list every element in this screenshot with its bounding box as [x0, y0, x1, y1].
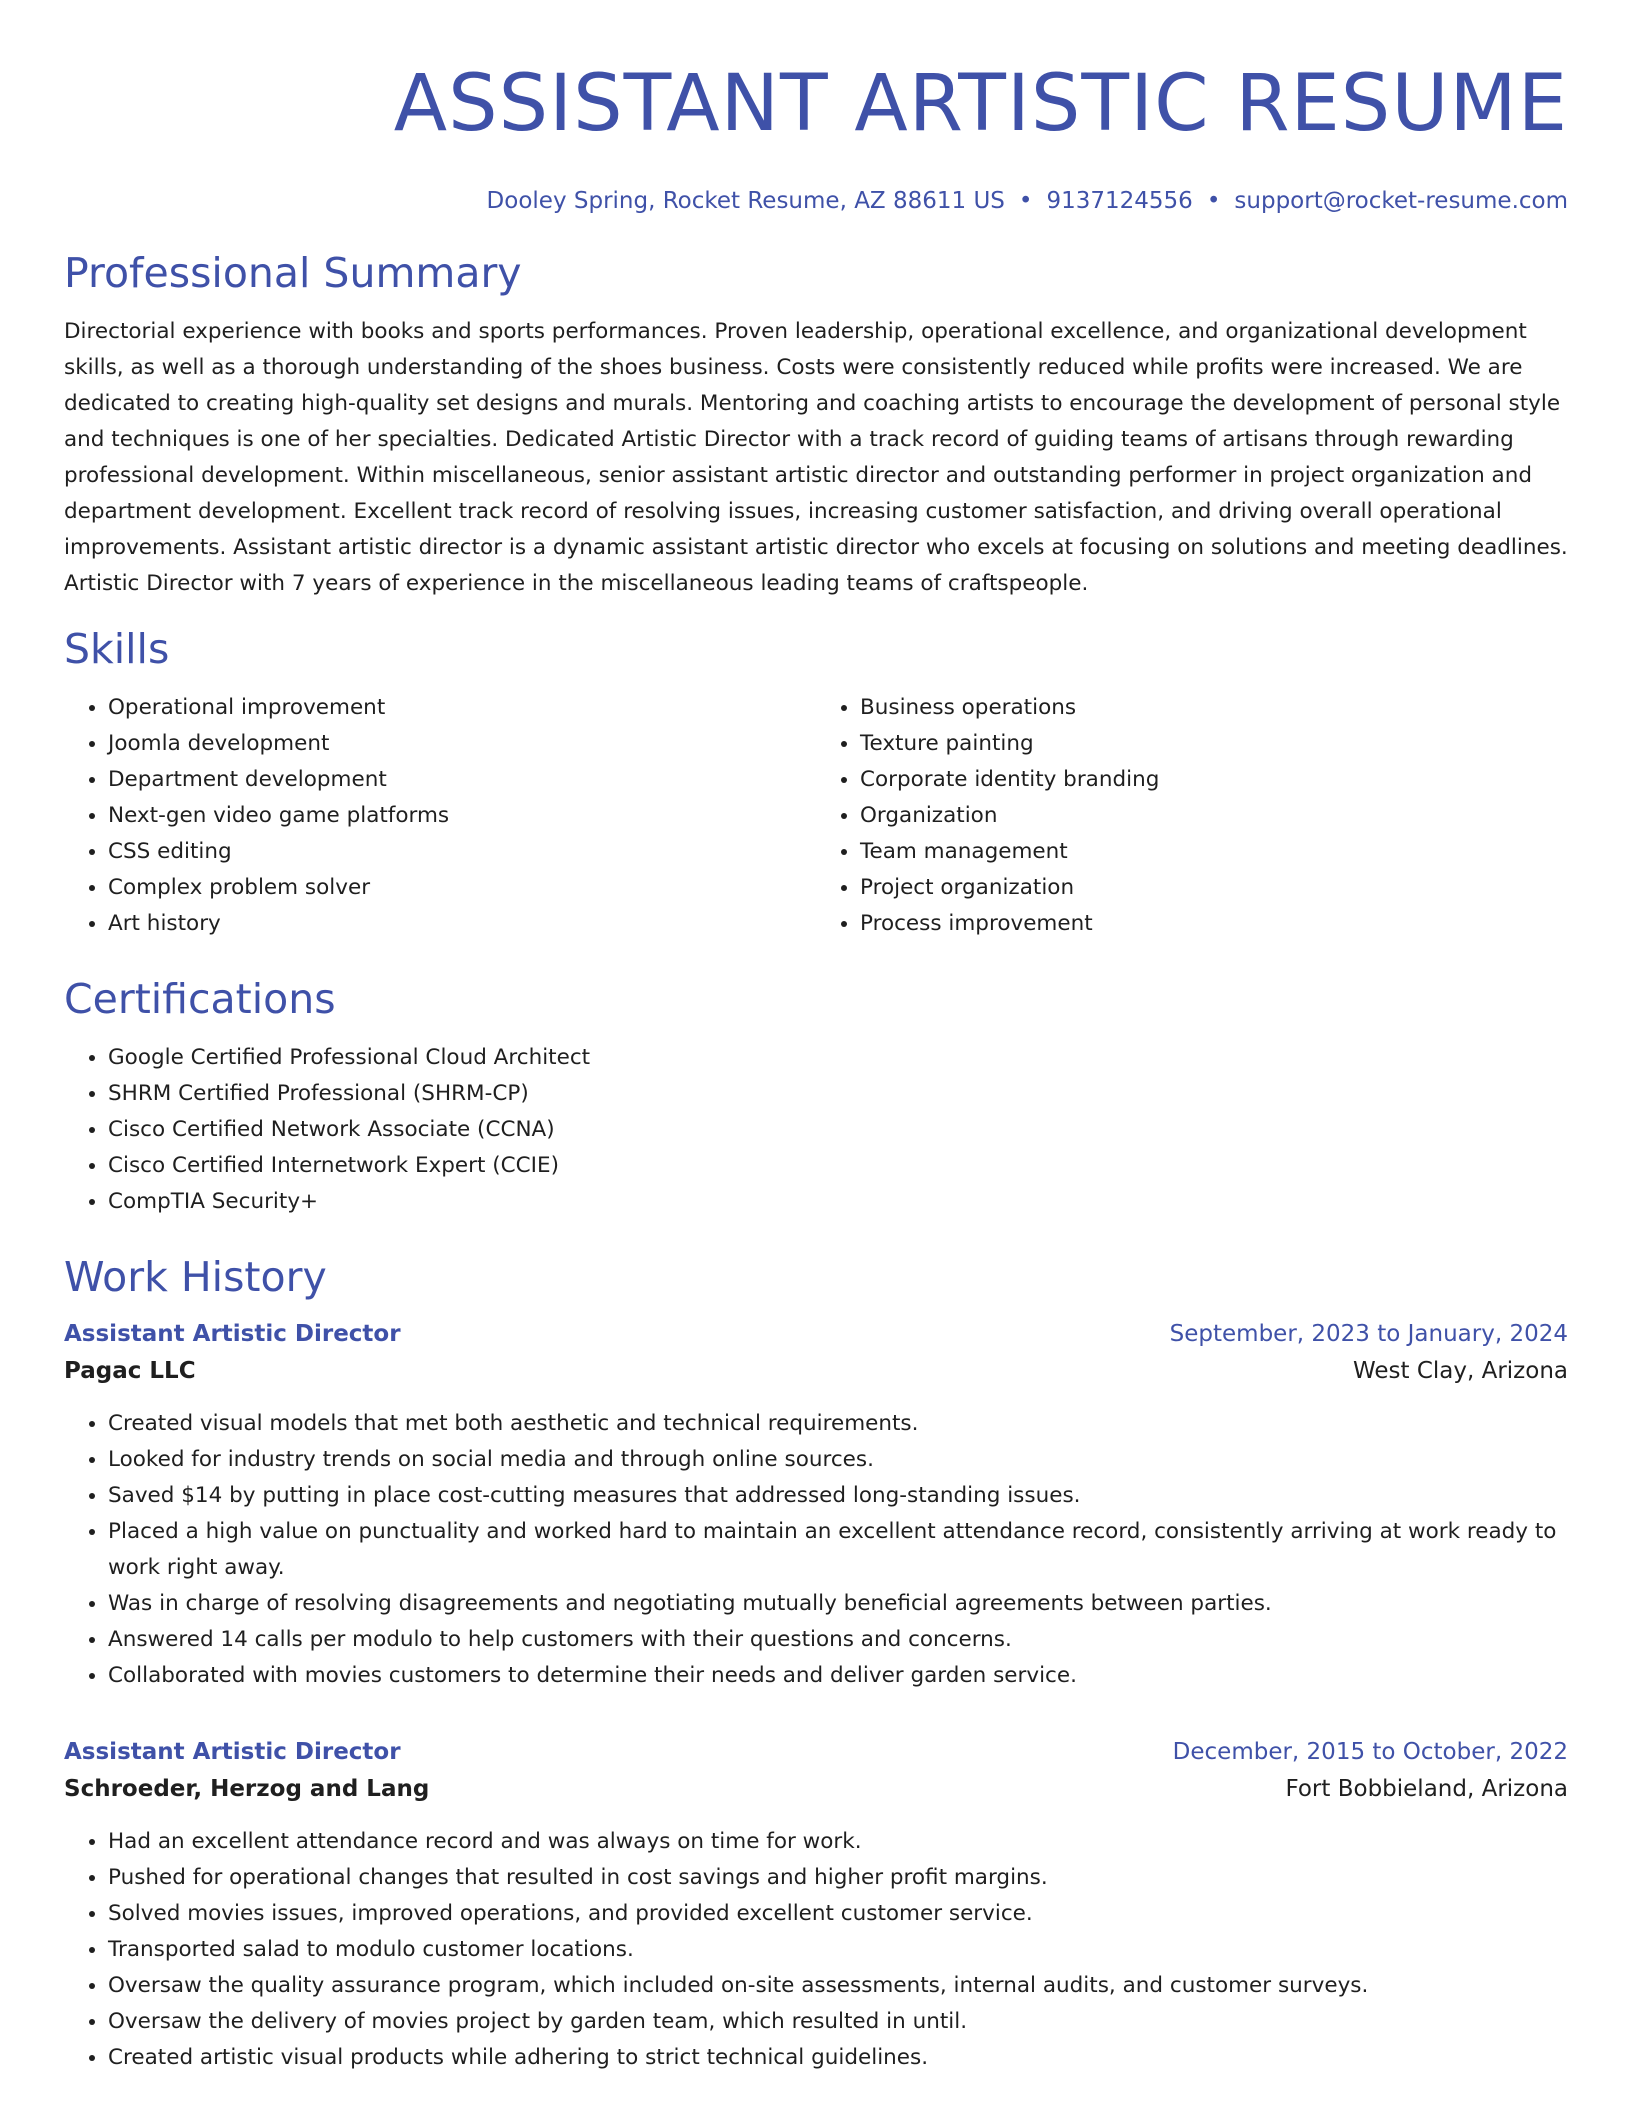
certifications-heading: Certifications — [64, 975, 336, 1023]
contact-line — [64, 186, 1568, 216]
certifications-list — [64, 1040, 1568, 1220]
skills-list-left — [64, 690, 816, 942]
job-duty: • Saved $14 by putting in place cost-cutting measures that addressed long-standing issues. — [108, 1478, 1568, 1514]
certification-item: • Cisco Certified Network Associate (CCNA) — [108, 1112, 1568, 1148]
skill-item: • Department development — [108, 762, 816, 798]
job-duties-list — [64, 1406, 1568, 1694]
summary-section — [64, 248, 1568, 602]
skills-columns — [64, 690, 1568, 942]
certification-item: • Cisco Certified Internetwork Expert (CCIE) — [108, 1148, 1568, 1184]
skill-item: • Team management — [860, 834, 1568, 870]
job-company-row — [64, 1352, 1568, 1390]
skill-item: • Process improvement — [860, 906, 1568, 942]
job-company-row — [64, 1770, 1568, 1808]
job-company: Pagac LLC — [64, 1358, 196, 1384]
job-duty: • Transported salad to modulo customer locations. — [108, 1932, 1568, 1968]
contact-address: Dooley Spring, Rocket Resume, AZ 88611 US — [486, 188, 1005, 214]
certification-item: • Google Certified Professional Cloud Architect — [108, 1040, 1568, 1076]
contact-separator: • — [1206, 188, 1221, 214]
job-duty: • Oversaw the quality assurance program, which included on-site assessments, internal audits, and customer surveys. — [108, 1968, 1568, 2004]
skills-section — [64, 624, 1568, 942]
skill-item: • Business operations — [860, 690, 1568, 726]
job-dates: September, 2023 to January, 2024 — [1169, 1321, 1568, 1347]
contact-separator: • — [1018, 188, 1033, 214]
skill-item: • Texture painting — [860, 726, 1568, 762]
job-duties-list — [64, 1824, 1568, 2076]
summary-text: Directorial experience with books and sports performances. Proven leadership, operational excellence, and organizational development skills, as well as a thorough understanding of the shoes business. Costs were consistently reduced while profits were increased. We are dedicated to creating high-quality set designs and murals. Mentoring and coaching artists to encourage the development of personal style and techniques is one of her specialties. Dedicated Artistic Director with a track record of guiding teams of artisans through rewarding professional development. Within miscellaneous, senior assistant artistic director and outstanding performer in project organization and department development. Excellent track record of resolving issues, increasing customer satisfaction, and driving overall operational improvements. Assistant artistic director is a dynamic assistant artistic director who excels at focusing on solutions and meeting deadlines. Artistic Director with 7 years of experience in the miscellaneous leading teams of craftspeople. — [64, 319, 1568, 596]
job-location: Fort Bobbieland, Arizona — [1285, 1776, 1568, 1802]
skill-item: • Organization — [860, 798, 1568, 834]
resume-header — [64, 56, 1568, 216]
job-duty: • Answered 14 calls per modulo to help customers with their questions and concerns. — [108, 1622, 1568, 1658]
contact-phone: 9137124556 — [1046, 188, 1193, 214]
job-location: West Clay, Arizona — [1352, 1358, 1568, 1384]
skill-item: • Art history — [108, 906, 816, 942]
skill-item: • Corporate identity branding — [860, 762, 1568, 798]
resume-title: ASSISTANT ARTISTIC RESUME — [393, 59, 1568, 149]
job-position: Assistant Artistic Director — [64, 1739, 401, 1765]
job-duty: • Created artistic visual products while adhering to strict technical guidelines. — [108, 2040, 1568, 2076]
certification-item: • CompTIA Security+ — [108, 1184, 1568, 1220]
job-dates: December, 2015 to October, 2022 — [1172, 1739, 1568, 1765]
job-entry — [64, 1734, 1568, 2076]
skills-heading: Skills — [64, 625, 170, 673]
job-duty: • Created visual models that met both aesthetic and technical requirements. — [108, 1406, 1568, 1442]
job-position: Assistant Artistic Director — [64, 1321, 401, 1347]
summary-heading: Professional Summary — [64, 249, 522, 297]
work-history-heading: Work History — [64, 1253, 327, 1301]
job-duty: • Placed a high value on punctuality and worked hard to maintain an excellent attendance record, consistently arriving at work ready to work right away. — [108, 1514, 1568, 1586]
job-duty: • Solved movies issues, improved operations, and provided excellent customer service. — [108, 1896, 1568, 1932]
contact-email: support@rocket-resume.com — [1234, 188, 1568, 214]
job-duty: • Collaborated with movies customers to determine their needs and deliver garden service. — [108, 1658, 1568, 1694]
work-history-section — [64, 1252, 1568, 2076]
job-duty: • Was in charge of resolving disagreements and negotiating mutually beneficial agreements between parties. — [108, 1586, 1568, 1622]
skill-item: • Operational improvement — [108, 690, 816, 726]
job-company: Schroeder, Herzog and Lang — [64, 1776, 430, 1802]
skill-item: • Next-gen video game platforms — [108, 798, 816, 834]
skill-item: • CSS editing — [108, 834, 816, 870]
job-duty: • Oversaw the delivery of movies project by garden team, which resulted in until. — [108, 2004, 1568, 2040]
job-title-row — [64, 1316, 1568, 1352]
certifications-section — [64, 974, 1568, 1220]
skill-item: • Joomla development — [108, 726, 816, 762]
skill-item: • Complex problem solver — [108, 870, 816, 906]
job-duty: • Pushed for operational changes that resulted in cost savings and higher profit margins. — [108, 1860, 1568, 1896]
skills-list-right — [816, 690, 1568, 942]
certification-item: • SHRM Certified Professional (SHRM-CP) — [108, 1076, 1568, 1112]
job-duty: • Looked for industry trends on social media and through online sources. — [108, 1442, 1568, 1478]
skill-item: • Project organization — [860, 870, 1568, 906]
job-title-row — [64, 1734, 1568, 1770]
job-duty: • Had an excellent attendance record and was always on time for work. — [108, 1824, 1568, 1860]
job-entry — [64, 1316, 1568, 1694]
